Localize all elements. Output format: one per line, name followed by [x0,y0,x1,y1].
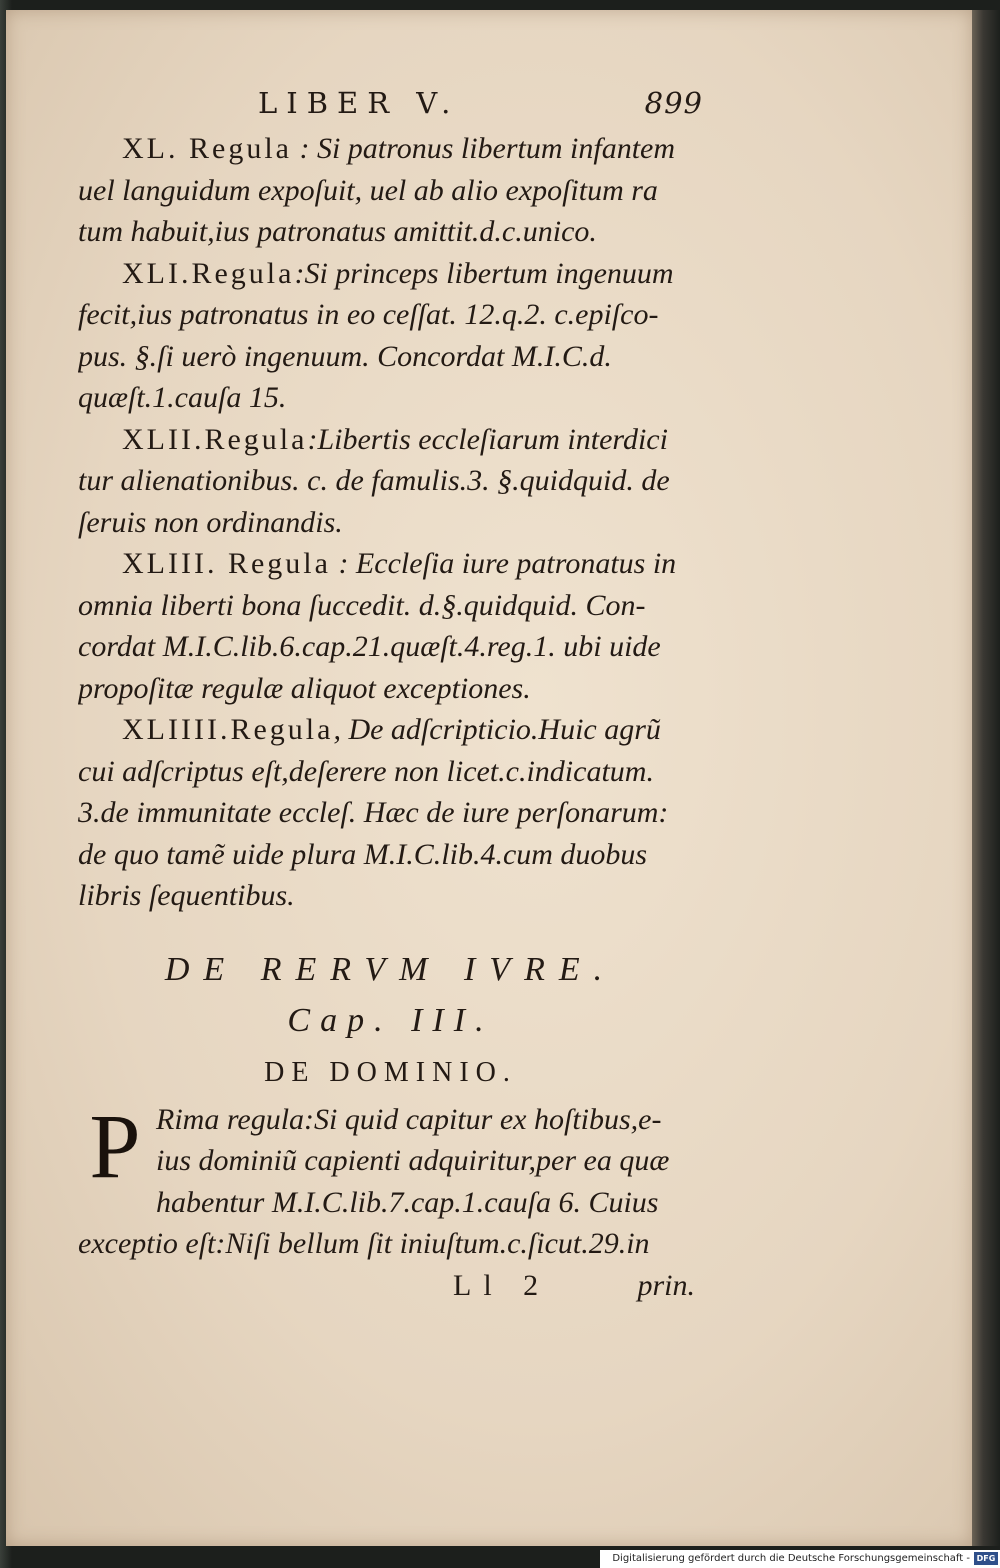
text-line: Rima regula:Si quid capitur ex hoſtibus,e- [156,1102,662,1136]
credit-text: Digitalisierung gefördert durch die Deutsche Forschungsgemeinschaft - [612,1553,970,1564]
line-text: tur alienationibus. c. de famulis.3. §.quidquid. de [78,464,670,497]
line-text: fecit,ius patronatus in eo ceſſat. 12.q.2. c.epiſco- [78,298,659,331]
chapter-number: Cap. III. [287,1001,494,1039]
text-line [78,502,703,544]
text-line [78,792,703,834]
line-text: uel languidum expoſuit, uel ab alio expoſitum ra [78,173,658,207]
catchword-line [78,1265,703,1307]
text-line: ius dominiũ capienti adquiritur,per ea quæ [156,1144,670,1177]
signature-mark: Ll 2 [453,1268,551,1302]
line-text: de quo tamẽ uide plura M.I.C.lib.4.cum duobus [78,837,648,871]
text-line [78,170,703,212]
text-line [78,834,703,876]
line-text: 3.de immunitate eccleſ. Hæc de iure perſonarum: [78,796,669,829]
text-line [78,585,703,627]
text-line [78,211,703,253]
line-text: :Si princeps libertum ingenuum [294,256,674,290]
line-text: propoſitæ regulæ aliquot exceptiones. [78,671,531,705]
text-line [78,419,703,461]
rule-number: XLIIII.Regula [122,713,334,746]
text-line [78,294,703,336]
body-paragraphs [78,128,703,917]
dropcap-initial: P [89,1094,141,1197]
page-text [78,86,703,1307]
line-text: :Libertis eccleſiarum interdici [307,422,668,456]
dropcap-paragraph [78,1094,703,1224]
chapter-title: DE RERVM IVRE. [164,950,617,988]
line-text: pus. §.ſi uerò ingenuum. Concordat M.I.C.d. [78,339,612,373]
text-line [78,253,703,295]
text-line [78,709,703,751]
text-line [78,543,703,585]
rule-number: XLII.Regula [122,422,308,456]
text-line [78,626,703,668]
dfg-logo: DFG [974,1552,998,1565]
text-line: exceptio eſt:Niſi bellum ſit iniuſtum.c.ſicut.29.in [78,1227,650,1260]
text-line: habentur M.I.C.lib.7.cap.1.cauſa 6. Cuius [156,1185,659,1219]
line-text: : Eccleſia iure patronatus in [330,547,677,580]
rule-number: XLIII. Regula [122,547,331,580]
rule-number: XL. Regula [122,132,292,165]
digitization-credit [600,1550,1000,1568]
running-title: LIBER V. [258,86,460,120]
line-text: quæſt.1.cauſa 15. [78,381,287,414]
page-header [78,86,703,128]
text-line [78,460,703,502]
line-text: ſeruis non ordinandis. [78,505,343,539]
rule-number: XLI.Regula [122,256,295,290]
page-edge-shadow [972,10,1000,1546]
line-text: , De adſcripticio.Huic agrũ [333,713,661,746]
text-line [78,668,703,710]
text-line [78,377,703,419]
spacer [78,917,703,945]
text-line [78,875,703,917]
section-title: DE DOMINIO. [264,1056,517,1088]
catchword: prin. [637,1268,695,1302]
text-line [78,128,703,170]
line-text: libris ſequentibus. [78,879,295,912]
line-text: : Si patronus libertum infantem [291,132,676,165]
page-number: 899 [644,86,703,120]
line-text: omnia liberti bona ſuccedit. d.§.quidquid. Con- [78,588,646,622]
line-text: cordat M.I.C.lib.6.cap.21.quæſt.4.reg.1. ubi uide [78,630,661,663]
line-text: cui adſcriptus eſt,deſerere non licet.c.indicatum. [78,754,654,788]
text-line [78,751,703,793]
text-line [78,336,703,378]
line-text: tum habuit,ius patronatus amittit.d.c.unico. [78,215,597,248]
